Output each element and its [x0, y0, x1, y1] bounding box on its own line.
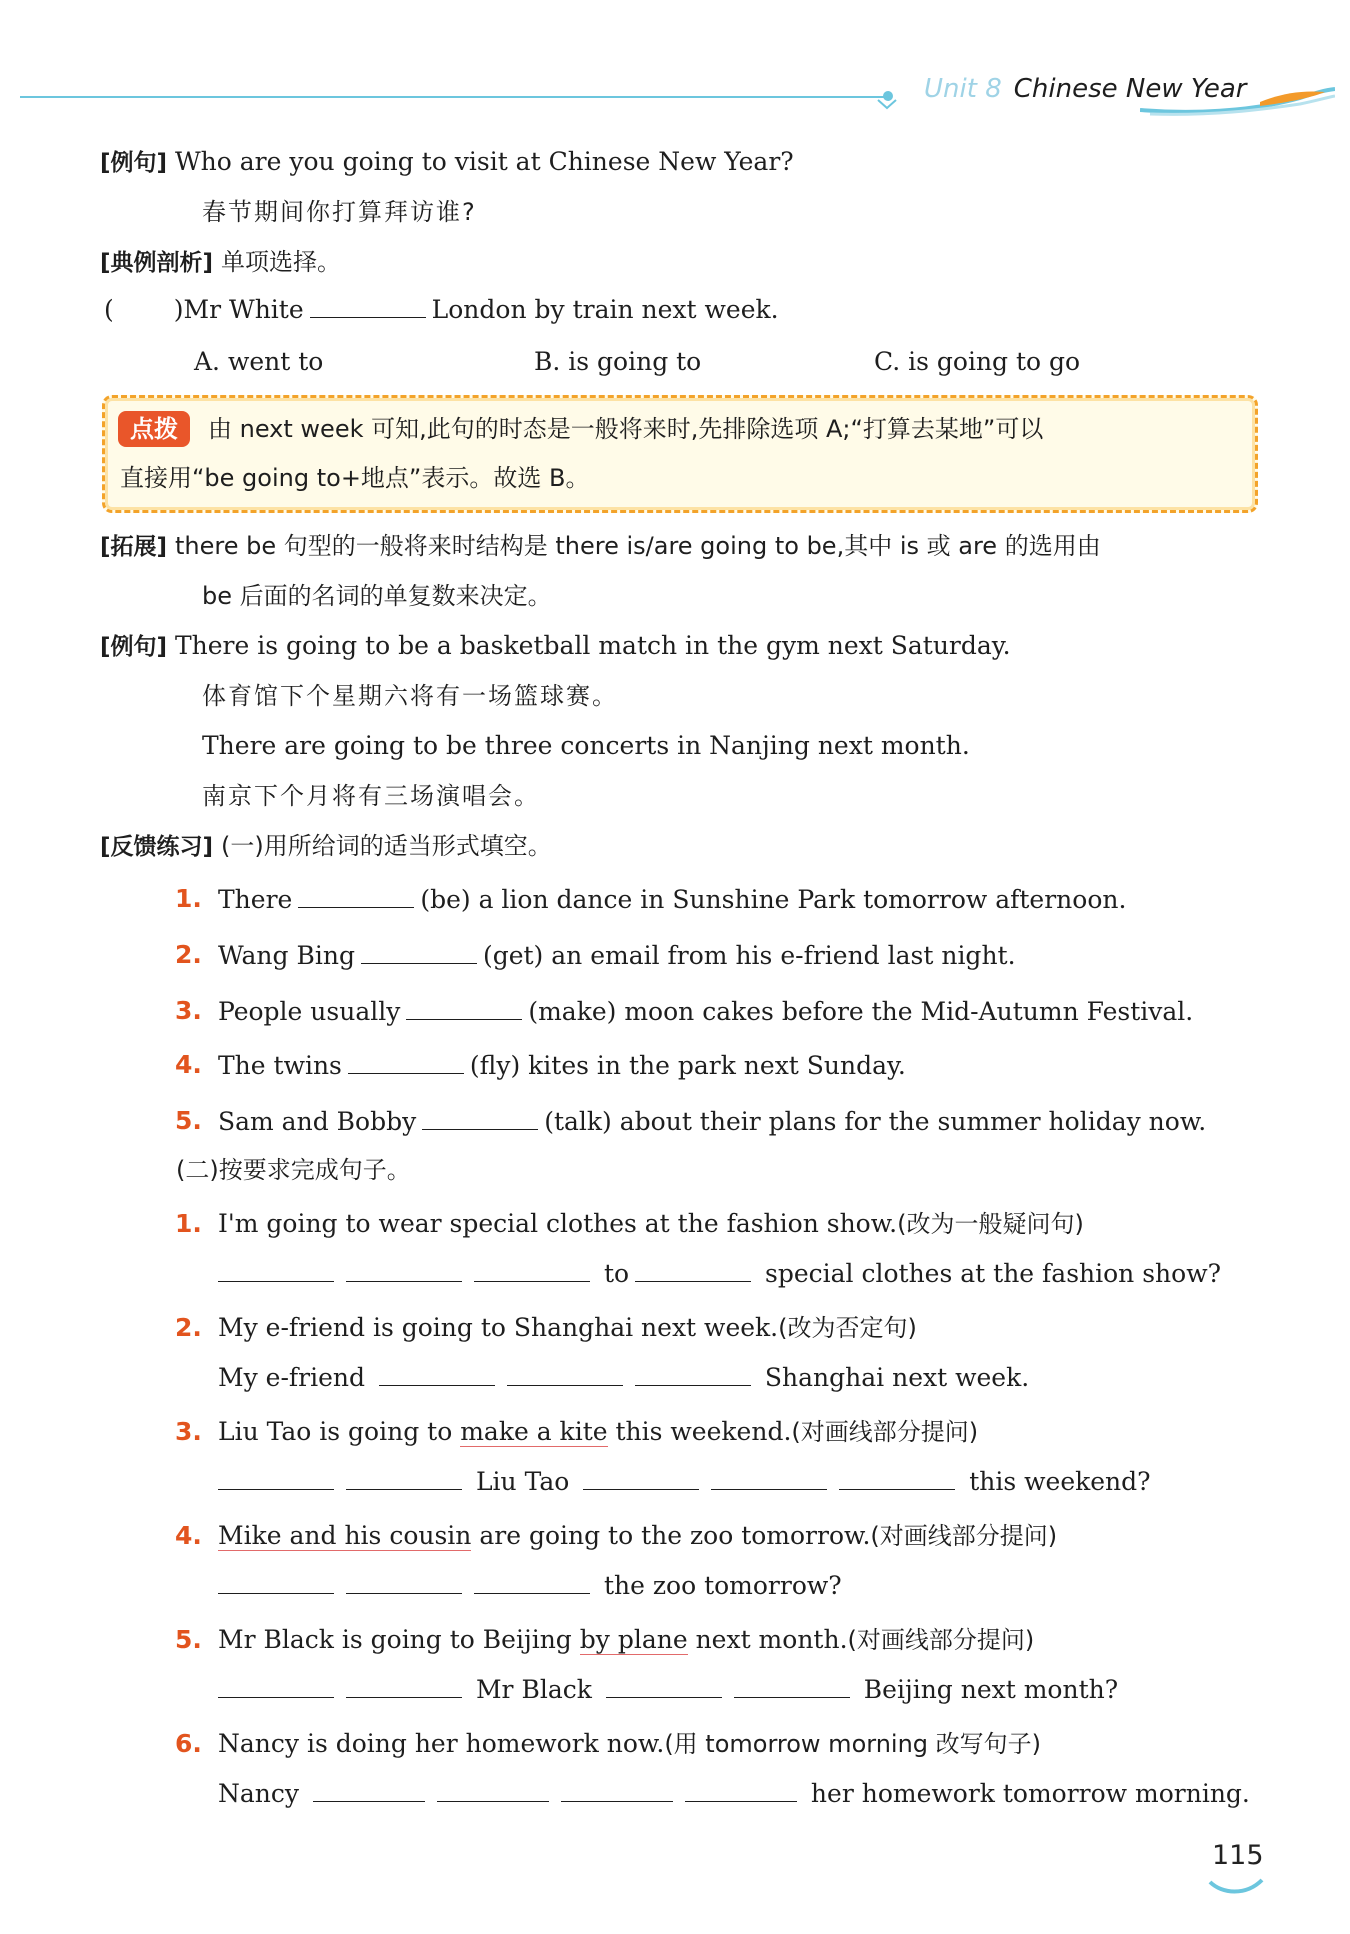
- answer-blank[interactable]: [346, 1259, 462, 1282]
- question-instruction: (对画线部分提问): [847, 1626, 1035, 1654]
- answer-blank[interactable]: [310, 295, 426, 318]
- expand-tag: [拓展]: [100, 534, 168, 560]
- question-text: Nancy is doing her homework now.: [218, 1729, 665, 1758]
- answer-text: My e-friend: [218, 1363, 366, 1392]
- answer-line: [212, 1570, 842, 1602]
- item-number: 4.: [175, 1050, 202, 1079]
- answer-blank[interactable]: [437, 1779, 549, 1802]
- underlined-phrase: by plane: [579, 1625, 688, 1654]
- example2-chinese-2: 南京下个月将有三场演唱会。: [202, 782, 540, 810]
- question-before: )Mr White: [173, 295, 304, 324]
- analysis-tag: [典例剖析]: [100, 250, 214, 276]
- item-text: (fly) kites in the park next Sunday.: [469, 1051, 906, 1080]
- answer-blank[interactable]: [218, 1259, 334, 1282]
- analysis-line: [100, 246, 341, 279]
- answer-blank[interactable]: [348, 1051, 464, 1074]
- item-text: The twins: [218, 1051, 342, 1080]
- page-number: 115: [1212, 1840, 1264, 1871]
- answer-blank[interactable]: [734, 1675, 850, 1698]
- analysis-question: [104, 294, 779, 326]
- answer-blank[interactable]: [685, 1779, 797, 1802]
- practice-part1-title: (一)用所给词的适当形式填空。: [220, 832, 552, 860]
- answer-text: Nancy: [218, 1779, 300, 1808]
- example2-line: [100, 630, 1011, 663]
- answer-blank[interactable]: [711, 1467, 827, 1490]
- answer-line: [212, 1674, 1118, 1706]
- example-tag: [例句]: [100, 634, 168, 660]
- question-text: Liu Tao is going to: [218, 1417, 461, 1446]
- answer-blank[interactable]: [346, 1571, 462, 1594]
- item-number: 3.: [175, 1417, 202, 1446]
- wave-decoration-icon: [1140, 84, 1335, 118]
- item-number: 1.: [175, 884, 202, 913]
- answer-blank[interactable]: [561, 1779, 673, 1802]
- answer-blank[interactable]: [507, 1363, 623, 1386]
- answer-blank[interactable]: [346, 1675, 462, 1698]
- answer-line: [218, 1778, 1250, 1810]
- answer-blank[interactable]: [218, 1571, 334, 1594]
- question-text: next month.: [687, 1625, 848, 1654]
- transform-question: [218, 1208, 1084, 1240]
- answer-text: Beijing next month?: [863, 1675, 1119, 1704]
- option-c: C. is going to go: [874, 347, 1081, 376]
- item-text: (be) a lion dance in Sunshine Park tomorrow afternoon.: [420, 885, 1127, 914]
- question-text: this weekend.: [607, 1417, 792, 1446]
- example2-english-2: There are going to be three concerts in Nanjing next month.: [202, 731, 970, 760]
- answer-blank[interactable]: [361, 941, 477, 964]
- fill-item: [218, 884, 1126, 916]
- question-after: London by train next week.: [431, 295, 779, 324]
- underlined-phrase: Mike and his cousin: [218, 1521, 472, 1550]
- item-text: Wang Bing: [218, 941, 355, 970]
- item-text: There: [218, 885, 293, 914]
- unit-title: Chinese New Year: [1013, 74, 1247, 104]
- answer-blank[interactable]: [474, 1259, 590, 1282]
- answer-text: Mr Black: [475, 1675, 592, 1704]
- swoosh-decoration-icon: [1208, 1876, 1264, 1898]
- answer-blank[interactable]: [218, 1675, 334, 1698]
- expand-line-1: [100, 530, 1101, 563]
- question-instruction: (改为否定句): [778, 1314, 917, 1342]
- answer-blank[interactable]: [635, 1363, 751, 1386]
- answer-blank[interactable]: [298, 885, 414, 908]
- fill-item: [218, 996, 1193, 1028]
- item-text: Sam and Bobby: [218, 1107, 417, 1136]
- fill-item: [218, 1106, 1206, 1138]
- answer-text: special clothes at the fashion show?: [765, 1259, 1222, 1288]
- practice-tag: [反馈练习]: [100, 834, 214, 860]
- question-instruction: (对画线部分提问): [870, 1522, 1058, 1550]
- question-text: My e-friend is going to Shanghai next week.: [218, 1313, 779, 1342]
- hint-badge: 点拨: [118, 411, 190, 447]
- item-number: 3.: [175, 996, 202, 1025]
- item-number: 2.: [175, 1313, 202, 1342]
- answer-blank[interactable]: [583, 1467, 699, 1490]
- answer-text: Shanghai next week.: [764, 1363, 1030, 1392]
- practice-part2-title: (二)按要求完成句子。: [176, 1156, 411, 1184]
- example1-line: [100, 146, 794, 179]
- item-text: (talk) about their plans for the summer holiday now.: [544, 1107, 1207, 1136]
- option-a: A. went to: [194, 347, 324, 376]
- hint-line-1: 由 next week 可知,此句的时态是一般将来时,先排除选项 A;“打算去某地”可以: [208, 415, 1044, 443]
- hint-line-2: 直接用“be going to+地点”表示。故选 B。: [120, 464, 590, 492]
- fill-item: [218, 940, 1016, 972]
- transform-question: [218, 1624, 1034, 1656]
- answer-text: her homework tomorrow morning.: [810, 1779, 1250, 1808]
- example1-chinese: 春节期间你打算拜访谁?: [202, 198, 477, 226]
- answer-line: [212, 1258, 1221, 1290]
- answer-text: the zoo tomorrow?: [603, 1571, 842, 1600]
- question-instruction: (用 tomorrow morning 改写句子): [664, 1730, 1042, 1758]
- practice-header: [100, 830, 552, 863]
- answer-blank[interactable]: [839, 1467, 955, 1490]
- transform-question: [218, 1312, 917, 1344]
- item-number: 4.: [175, 1521, 202, 1550]
- item-number: 1.: [175, 1209, 202, 1238]
- answer-blank[interactable]: [422, 1107, 538, 1130]
- expand-text-1: there be 句型的一般将来时结构是 there is/are going to be,其中 is 或 are 的选用由: [174, 532, 1101, 560]
- transform-question: [218, 1520, 1057, 1552]
- item-number: 5.: [175, 1106, 202, 1135]
- expand-text-2: be 后面的名词的单复数来决定。: [202, 582, 552, 610]
- analysis-instruction: 单项选择。: [220, 248, 341, 276]
- answer-paren-open: (: [104, 295, 114, 324]
- answer-blank[interactable]: [218, 1467, 334, 1490]
- answer-blank[interactable]: [406, 997, 522, 1020]
- item-text: (make) moon cakes before the Mid-Autumn Festival.: [528, 997, 1194, 1026]
- question-instruction: (对画线部分提问): [791, 1418, 979, 1446]
- example1-english: Who are you going to visit at Chinese New Year?: [174, 147, 794, 176]
- underlined-phrase: make a kite: [460, 1417, 608, 1446]
- answer-blank[interactable]: [313, 1779, 425, 1802]
- chevron-down-icon: [876, 98, 898, 110]
- answer-blank[interactable]: [635, 1259, 751, 1282]
- answer-line: [218, 1362, 1029, 1394]
- unit-label: Unit 8: [924, 74, 1002, 104]
- answer-blank[interactable]: [606, 1675, 722, 1698]
- answer-blank[interactable]: [346, 1467, 462, 1490]
- example2-english-1: There is going to be a basketball match in the gym next Saturday.: [174, 631, 1011, 660]
- answer-line: [212, 1466, 1151, 1498]
- fill-item: [218, 1050, 906, 1082]
- item-number: 2.: [175, 940, 202, 969]
- item-number: 5.: [175, 1625, 202, 1654]
- header-rule: [20, 96, 888, 98]
- item-text: (get) an email from his e-friend last night.: [482, 941, 1016, 970]
- answer-blank[interactable]: [474, 1571, 590, 1594]
- answer-text: this weekend?: [969, 1467, 1151, 1496]
- answer-blank[interactable]: [379, 1363, 495, 1386]
- question-text: Mr Black is going to Beijing: [218, 1625, 580, 1654]
- answer-text: Liu Tao: [475, 1467, 570, 1496]
- item-number: 6.: [175, 1729, 202, 1758]
- transform-question: [218, 1416, 978, 1448]
- question-text: I'm going to wear special clothes at the fashion show.: [218, 1209, 898, 1238]
- option-b: B. is going to: [534, 347, 702, 376]
- transform-question: [218, 1728, 1041, 1760]
- question-text: are going to the zoo tomorrow.: [471, 1521, 871, 1550]
- example-tag: [例句]: [100, 150, 168, 176]
- question-instruction: (改为一般疑问句): [897, 1210, 1084, 1238]
- item-text: People usually: [218, 997, 401, 1026]
- example2-chinese-1: 体育馆下个星期六将有一场篮球赛。: [202, 682, 618, 710]
- answer-text: to: [603, 1259, 630, 1288]
